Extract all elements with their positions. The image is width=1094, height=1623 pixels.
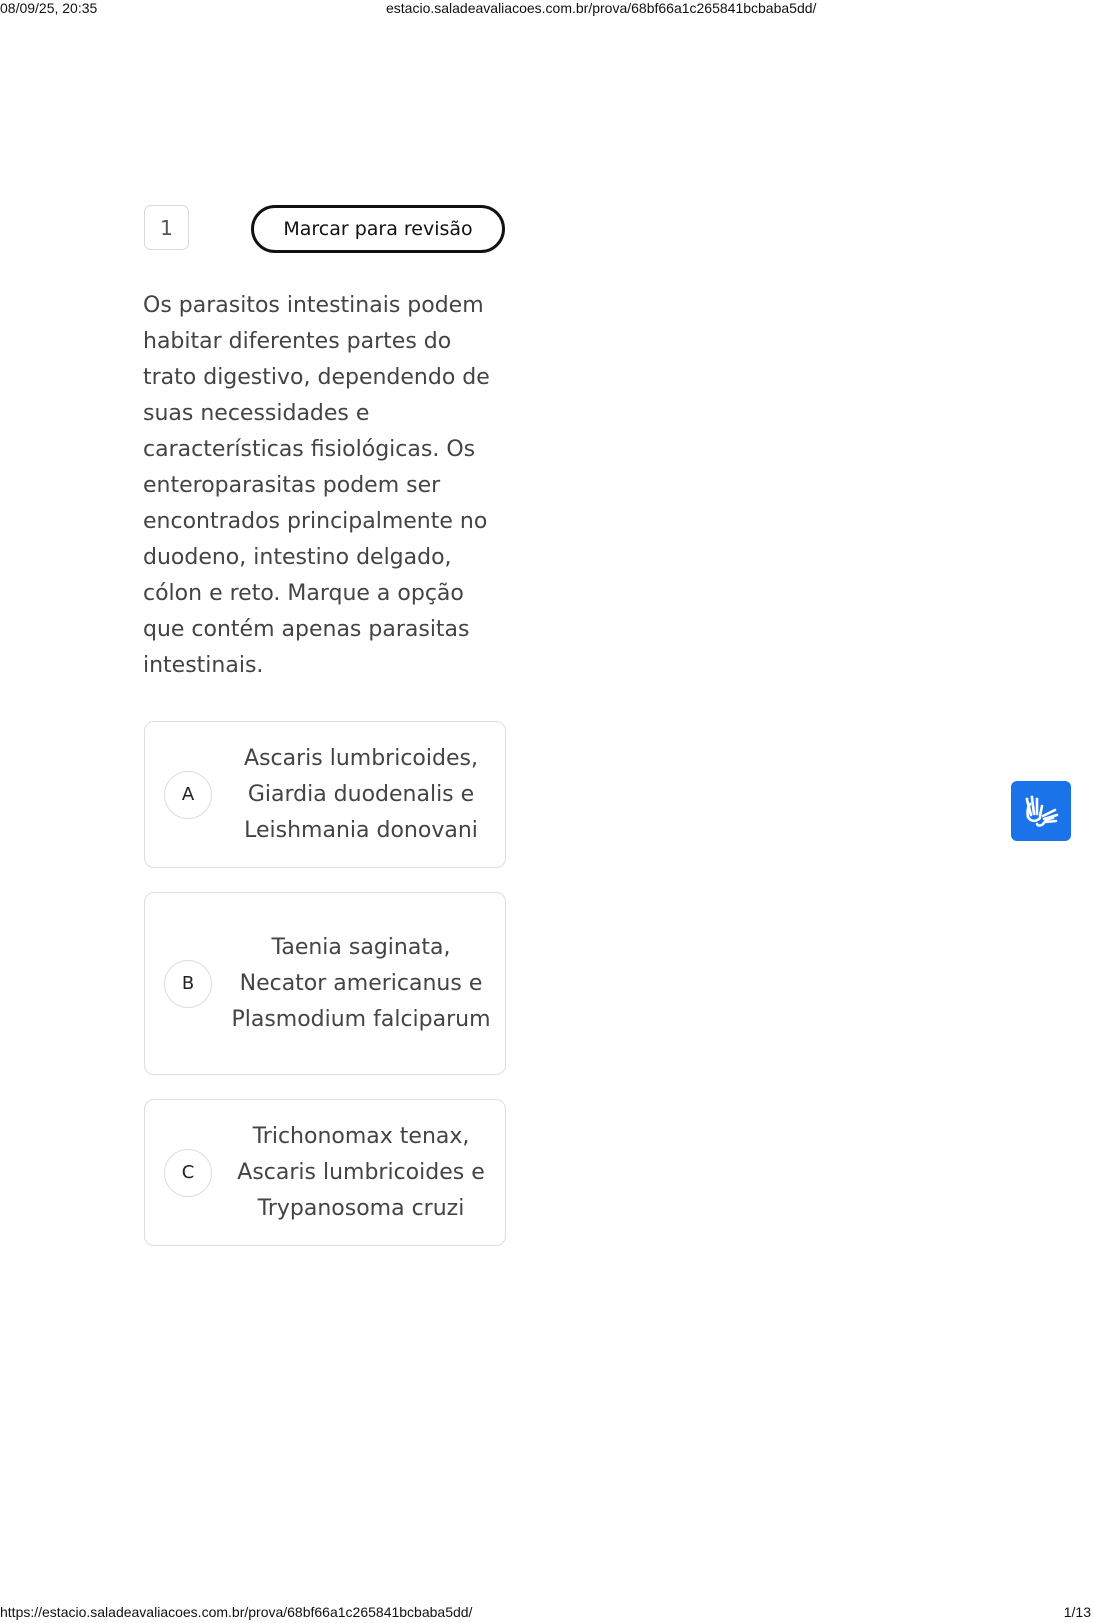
sign-language-hands-icon xyxy=(1021,791,1061,831)
option-b[interactable] xyxy=(144,892,506,1075)
option-text-b: Taenia saginata, Necator americanus e Plasmodium falciparum xyxy=(231,934,491,1032)
print-datetime: 08/09/25, 20:35 xyxy=(0,0,98,16)
option-c[interactable] xyxy=(144,1099,506,1246)
option-letter-a: A xyxy=(164,771,212,819)
option-letter-b: B xyxy=(164,960,212,1008)
sign-language-accessibility-button[interactable] xyxy=(1011,781,1071,841)
option-letter-c: C xyxy=(164,1149,212,1197)
option-text-a: Ascaris lumbricoides, Giardia duodenalis e Leishmania donovani xyxy=(244,745,478,843)
print-header xyxy=(0,0,1094,18)
option-text-c: Trichonomax tenax, Ascaris lumbricoides e Trypanosoma cruzi xyxy=(237,1123,485,1221)
print-page-count: 1/13 xyxy=(1063,1604,1091,1620)
option-a[interactable] xyxy=(144,721,506,868)
mark-for-review-button[interactable]: Marcar para revisão xyxy=(251,205,505,253)
print-footer xyxy=(0,1604,1094,1622)
question-number: 1 xyxy=(144,205,189,250)
print-url: https://estacio.saladeavaliacoes.com.br/prova/68bf66a1c265841bcbaba5dd/ xyxy=(0,1604,473,1620)
question-text: Os parasitos intestinais podem habitar diferentes partes do trato digestivo, dependendo de suas necessidades e características fisiológicas. Os enteroparasitas podem ser encontrados principalmente no duodeno, intestino delgado, cólon e reto. Marque a opção que contém apenas parasitas intestinais. xyxy=(143,293,490,678)
print-page-title: estacio.saladeavaliacoes.com.br/prova/68bf66a1c265841bcbaba5dd/ xyxy=(386,0,817,16)
